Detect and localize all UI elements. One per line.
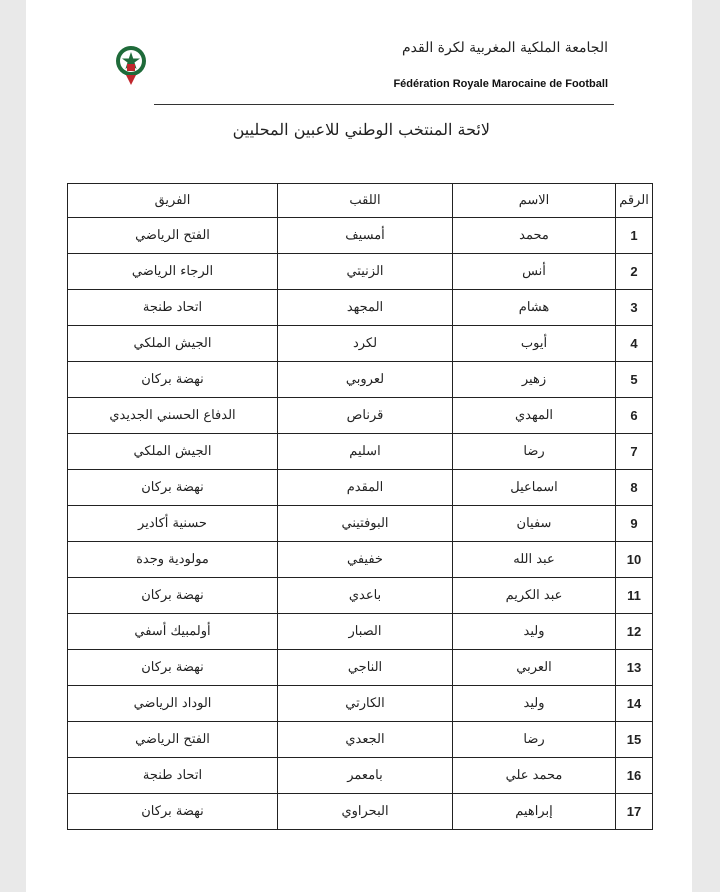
surname-cell: باعدي: [278, 578, 453, 614]
name-cell: محمد: [453, 218, 616, 254]
surname-cell: بامعمر: [278, 758, 453, 794]
name-cell: وليد: [453, 686, 616, 722]
surname-cell: البوفتيني: [278, 506, 453, 542]
team-cell: نهضة بركان: [68, 794, 278, 830]
surname-cell: المقدم: [278, 470, 453, 506]
table-row: [68, 434, 653, 470]
number-cell: 6: [616, 398, 653, 434]
table-row: [68, 686, 653, 722]
name-cell: اسماعيل: [453, 470, 616, 506]
team-cell: الجيش الملكي: [68, 326, 278, 362]
team-cell: اتحاد طنجة: [68, 290, 278, 326]
team-cell: الجيش الملكي: [68, 434, 278, 470]
team-cell: الفتح الرياضي: [68, 722, 278, 758]
number-cell: 15: [616, 722, 653, 758]
column-header-name: الاسم: [453, 184, 616, 218]
table-header-row: [68, 184, 653, 218]
name-cell: عبد الكريم: [453, 578, 616, 614]
players-table: [67, 183, 653, 830]
number-cell: 10: [616, 542, 653, 578]
surname-cell: اسليم: [278, 434, 453, 470]
surname-cell: الصبار: [278, 614, 453, 650]
column-header-team: الفريق: [68, 184, 278, 218]
name-cell: سفيان: [453, 506, 616, 542]
number-cell: 8: [616, 470, 653, 506]
table-row: [68, 290, 653, 326]
number-cell: 17: [616, 794, 653, 830]
number-cell: 16: [616, 758, 653, 794]
number-cell: 3: [616, 290, 653, 326]
number-cell: 9: [616, 506, 653, 542]
table-row: [68, 542, 653, 578]
team-cell: الفتح الرياضي: [68, 218, 278, 254]
name-cell: رضا: [453, 722, 616, 758]
team-cell: اتحاد طنجة: [68, 758, 278, 794]
table-row: [68, 794, 653, 830]
name-cell: أنس: [453, 254, 616, 290]
name-cell: المهدي: [453, 398, 616, 434]
number-cell: 2: [616, 254, 653, 290]
table-row: [68, 470, 653, 506]
table-row: [68, 398, 653, 434]
team-cell: نهضة بركان: [68, 470, 278, 506]
column-header-surname: اللقب: [278, 184, 453, 218]
name-cell: زهير: [453, 362, 616, 398]
surname-cell: الكارتي: [278, 686, 453, 722]
surname-cell: الناجي: [278, 650, 453, 686]
surname-cell: قرناص: [278, 398, 453, 434]
table-row: [68, 722, 653, 758]
team-cell: نهضة بركان: [68, 578, 278, 614]
frmf-crest-icon: [112, 44, 150, 88]
surname-cell: لكرد: [278, 326, 453, 362]
number-cell: 1: [616, 218, 653, 254]
team-cell: الدفاع الحسني الجديدي: [68, 398, 278, 434]
document-title: لائحة المنتخب الوطني للاعبين المحليين: [232, 120, 490, 139]
surname-cell: لعروبي: [278, 362, 453, 398]
table-row: [68, 218, 653, 254]
name-cell: هشام: [453, 290, 616, 326]
table-row: [68, 758, 653, 794]
surname-cell: المجهد: [278, 290, 453, 326]
number-cell: 5: [616, 362, 653, 398]
name-cell: وليد: [453, 614, 616, 650]
number-cell: 4: [616, 326, 653, 362]
number-cell: 14: [616, 686, 653, 722]
team-cell: مولودية وجدة: [68, 542, 278, 578]
table-row: [68, 650, 653, 686]
surname-cell: خفيفي: [278, 542, 453, 578]
number-cell: 7: [616, 434, 653, 470]
surname-cell: أمسيف: [278, 218, 453, 254]
table-row: [68, 326, 653, 362]
column-header-number: الرقم: [616, 184, 653, 218]
team-cell: أولمبيك أسفي: [68, 614, 278, 650]
team-cell: نهضة بركان: [68, 650, 278, 686]
team-cell: نهضة بركان: [68, 362, 278, 398]
surname-cell: البحراوي: [278, 794, 453, 830]
name-cell: العربي: [453, 650, 616, 686]
name-cell: أيوب: [453, 326, 616, 362]
number-cell: 12: [616, 614, 653, 650]
federation-name-arabic: الجامعة الملكية المغربية لكرة القدم: [401, 40, 608, 56]
name-cell: إبراهيم: [453, 794, 616, 830]
surname-cell: الزنيتي: [278, 254, 453, 290]
table-row: [68, 614, 653, 650]
name-cell: عبد الله: [453, 542, 616, 578]
table-row: [68, 506, 653, 542]
header-divider: [154, 104, 614, 105]
team-cell: حسنية أكادير: [68, 506, 278, 542]
surname-cell: الجعدي: [278, 722, 453, 758]
name-cell: رضا: [453, 434, 616, 470]
number-cell: 11: [616, 578, 653, 614]
name-cell: محمد علي: [453, 758, 616, 794]
table-row: [68, 578, 653, 614]
number-cell: 13: [616, 650, 653, 686]
team-cell: الوداد الرياضي: [68, 686, 278, 722]
table-row: [68, 362, 653, 398]
table-row: [68, 254, 653, 290]
team-cell: الرجاء الرياضي: [68, 254, 278, 290]
federation-name-french: Fédération Royale Marocaine de Football: [393, 78, 608, 90]
